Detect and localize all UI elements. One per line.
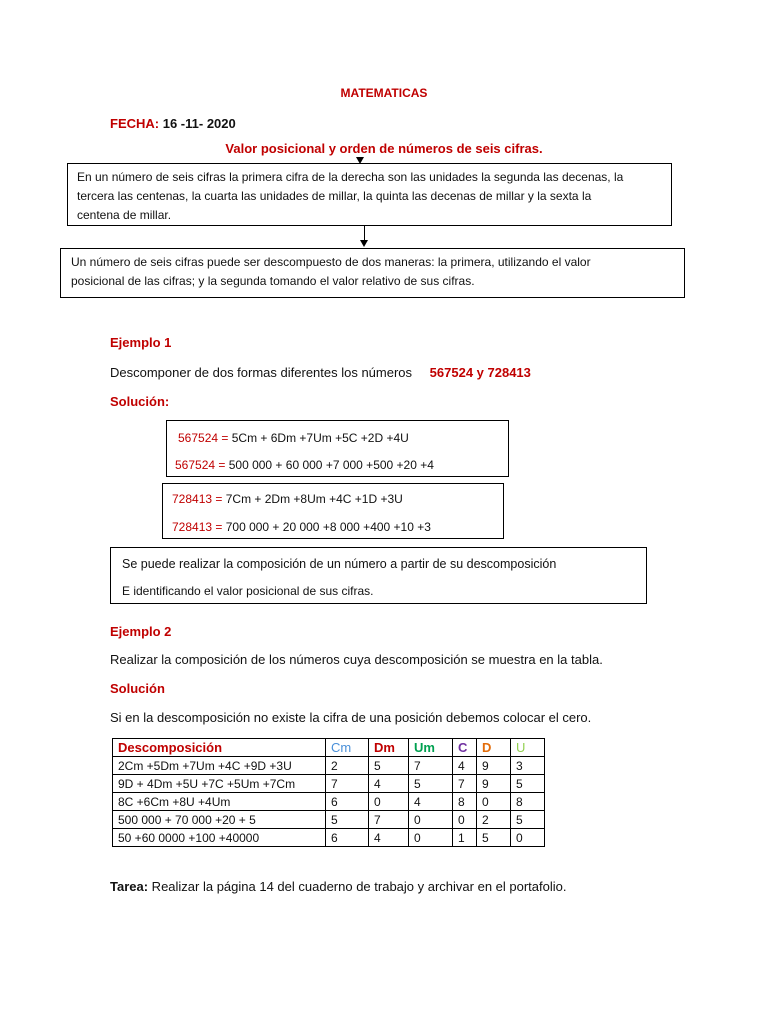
decomposition-box-567524 bbox=[166, 420, 509, 477]
example1-instruction bbox=[110, 365, 531, 380]
table-row bbox=[113, 811, 545, 829]
table-cell: 7 bbox=[453, 775, 477, 793]
table-cell: 8C +6Cm +8U +4Um bbox=[113, 793, 326, 811]
decomposition-table bbox=[112, 738, 545, 847]
decomposition-expression: 5Cm + 6Dm +7Um +5C +2D +4U bbox=[228, 431, 409, 445]
table-cell: 0 bbox=[409, 811, 453, 829]
definition-line: En un número de seis cifras la primera cifra de la derecha son las unidades la segunda las decenas, la bbox=[77, 170, 624, 184]
table-cell: 6 bbox=[326, 793, 369, 811]
table-cell: 2 bbox=[477, 811, 511, 829]
composition-note-line: E identificando el valor posicional de sus cifras. bbox=[122, 584, 374, 598]
date-label: FECHA: bbox=[110, 116, 160, 131]
header-descomposicion: Descomposición bbox=[113, 739, 326, 757]
header-cm: Cm bbox=[326, 739, 369, 757]
decomposition-number: 728413 = bbox=[172, 520, 223, 534]
header-c: C bbox=[453, 739, 477, 757]
example2-heading: Ejemplo 2 bbox=[110, 624, 172, 639]
table-cell: 0 bbox=[453, 811, 477, 829]
table-row bbox=[113, 757, 545, 775]
table-cell: 7 bbox=[369, 811, 409, 829]
table-cell: 5 bbox=[326, 811, 369, 829]
example2-note: Si en la descomposición no existe la cifra de una posición debemos colocar el cero. bbox=[110, 710, 592, 725]
decomposition-line bbox=[172, 518, 431, 537]
table-row bbox=[113, 793, 545, 811]
decomposition-expression: 500 000 + 60 000 +7 000 +500 +20 +4 bbox=[225, 458, 434, 472]
example1-instruction-text: Descomponer de dos formas diferentes los números bbox=[110, 365, 413, 380]
arrow-line-2 bbox=[364, 226, 365, 241]
table-cell: 7 bbox=[326, 775, 369, 793]
table-cell: 5 bbox=[511, 775, 545, 793]
table-cell: 2Cm +5Dm +7Um +4C +9D +3U bbox=[113, 757, 326, 775]
table-cell: 5 bbox=[369, 757, 409, 775]
info-line: posicional de las cifras; y la segunda tomando el valor relativo de sus cifras. bbox=[71, 274, 475, 288]
example1-heading: Ejemplo 1 bbox=[110, 335, 172, 350]
date-value: 16 -11- 2020 bbox=[162, 116, 236, 131]
header-dm: Dm bbox=[369, 739, 409, 757]
table-cell: 5 bbox=[477, 829, 511, 847]
homework-label: Tarea: bbox=[110, 879, 149, 894]
decomposition-line bbox=[175, 456, 434, 475]
table-cell: 4 bbox=[409, 793, 453, 811]
table-cell: 6 bbox=[326, 829, 369, 847]
header-um: Um bbox=[409, 739, 453, 757]
composition-note-line: Se puede realizar la composición de un número a partir de su descomposición bbox=[122, 557, 557, 571]
table-cell: 9 bbox=[477, 775, 511, 793]
table-cell: 0 bbox=[477, 793, 511, 811]
homework-line bbox=[110, 879, 567, 894]
decomposition-number: 567524 = bbox=[175, 458, 226, 472]
table-cell: 4 bbox=[369, 829, 409, 847]
definition-box bbox=[67, 163, 672, 226]
table-cell: 9D + 4Dm +5U +7C +5Um +7Cm bbox=[113, 775, 326, 793]
example2-solution-label: Solución bbox=[110, 681, 165, 696]
definition-line: centena de millar. bbox=[77, 208, 172, 222]
definition-line: tercera las centenas, la cuarta las unidades de millar, la quinta las decenas de millar y la sexta la bbox=[77, 189, 592, 203]
table-cell: 9 bbox=[477, 757, 511, 775]
table-header-row bbox=[113, 739, 545, 757]
table-cell: 8 bbox=[453, 793, 477, 811]
table-cell: 5 bbox=[511, 811, 545, 829]
decomposition-info-box bbox=[60, 248, 685, 298]
decomposition-line bbox=[172, 490, 403, 509]
decomposition-box-728413 bbox=[162, 483, 504, 539]
decomposition-number: 567524 = bbox=[178, 431, 229, 445]
table-cell: 0 bbox=[511, 829, 545, 847]
table-cell: 1 bbox=[453, 829, 477, 847]
decomposition-line bbox=[178, 429, 409, 448]
table-cell: 4 bbox=[369, 775, 409, 793]
header-d: D bbox=[477, 739, 511, 757]
table-cell: 2 bbox=[326, 757, 369, 775]
info-line: Un número de seis cifras puede ser descompuesto de dos maneras: la primera, utilizando el valor bbox=[71, 255, 591, 269]
example1-solution-label: Solución: bbox=[110, 394, 170, 409]
table-cell: 0 bbox=[409, 829, 453, 847]
decomposition-number: 728413 = bbox=[172, 492, 223, 506]
example2-instruction: Realizar la composición de los números cuya descomposición se muestra en la tabla. bbox=[110, 652, 603, 667]
header-u: U bbox=[511, 739, 545, 757]
table-cell: 3 bbox=[511, 757, 545, 775]
table-cell: 4 bbox=[453, 757, 477, 775]
table-cell: 0 bbox=[369, 793, 409, 811]
table-cell: 7 bbox=[409, 757, 453, 775]
lesson-subtitle: Valor posicional y orden de números de seis cifras. bbox=[225, 141, 543, 156]
decomposition-expression: 7Cm + 2Dm +8Um +4C +1D +3U bbox=[222, 492, 403, 506]
page-title: MATEMATICAS bbox=[340, 86, 428, 100]
table-cell: 50 +60 0000 +100 +40000 bbox=[113, 829, 326, 847]
composition-note-box bbox=[110, 547, 647, 604]
table-cell: 5 bbox=[409, 775, 453, 793]
table-row bbox=[113, 775, 545, 793]
arrow-down-icon bbox=[360, 240, 368, 247]
table-cell: 8 bbox=[511, 793, 545, 811]
table-cell: 500 000 + 70 000 +20 + 5 bbox=[113, 811, 326, 829]
date-line bbox=[110, 116, 236, 131]
decomposition-expression: 700 000 + 20 000 +8 000 +400 +10 +3 bbox=[222, 520, 431, 534]
homework-text: Realizar la página 14 del cuaderno de trabajo y archivar en el portafolio. bbox=[148, 879, 567, 894]
example1-numbers: 567524 y 728413 bbox=[429, 365, 531, 380]
table-row bbox=[113, 829, 545, 847]
